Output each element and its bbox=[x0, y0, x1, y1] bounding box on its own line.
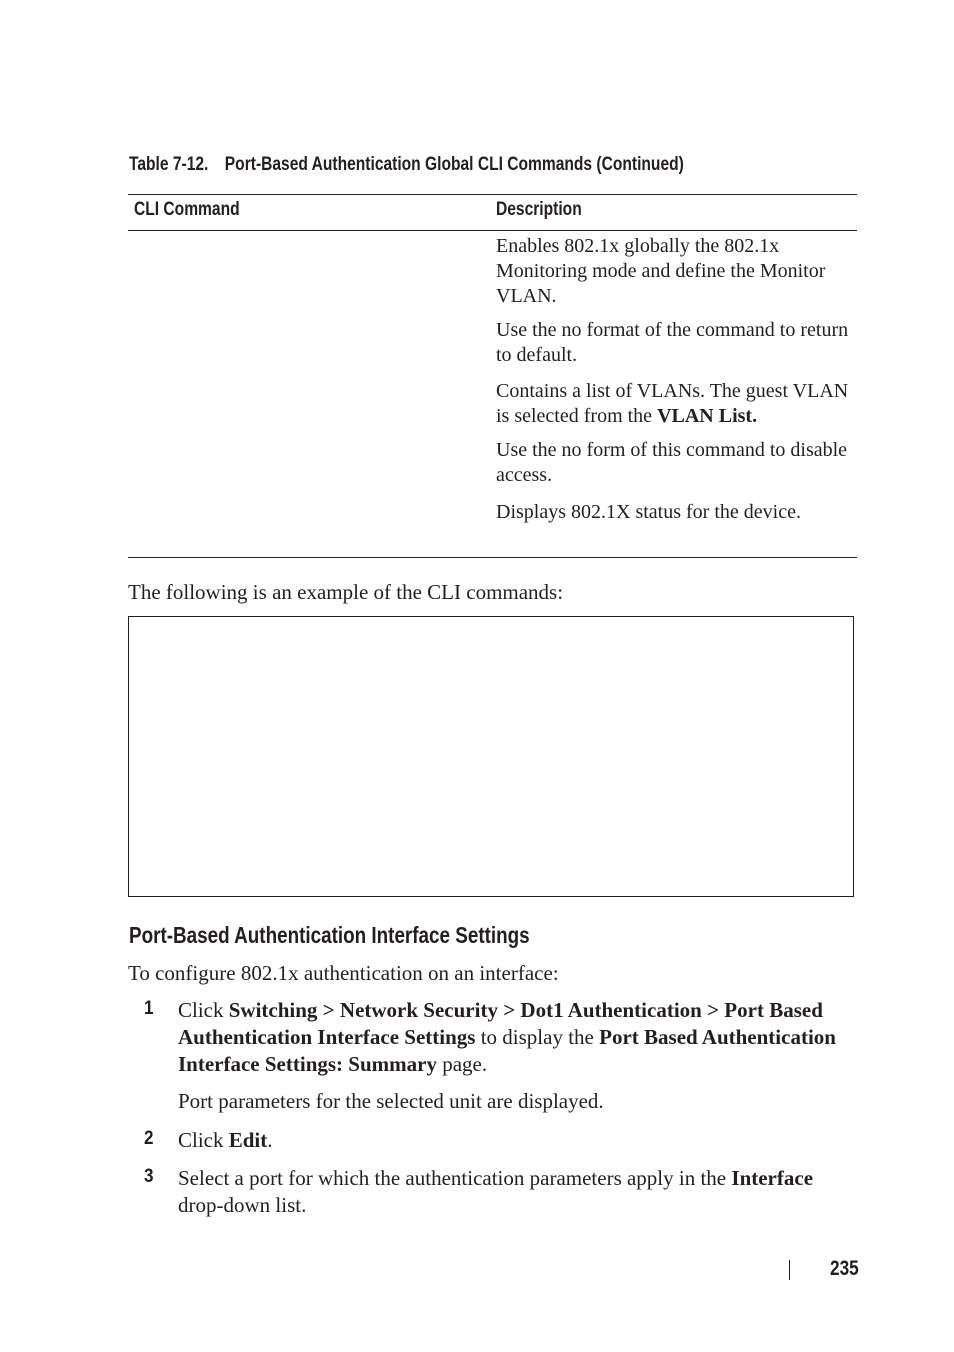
table-cell-description: Contains a list of VLANs. The guest VLAN is selected from the VLAN List. bbox=[496, 380, 849, 427]
section-heading: Port-Based Authentication Interface Settings bbox=[129, 922, 530, 948]
table-cell-description: Enables 802.1x globally the 802.1x Monitoring mode and define the Monitor VLAN. bbox=[496, 235, 826, 307]
interface-field-ref: Interface bbox=[731, 1166, 814, 1190]
step-number: 3 bbox=[144, 1166, 154, 1187]
cli-example-box bbox=[128, 616, 854, 897]
page-number: 235 bbox=[830, 1257, 859, 1280]
table-caption bbox=[129, 154, 806, 176]
table-top-rule bbox=[128, 194, 857, 195]
table-bottom-rule bbox=[128, 557, 857, 558]
step-number: 1 bbox=[144, 998, 154, 1019]
step-text: Click Switching > Network Security > Dot1 Authentication > Port Based Authentication Interface Settings to display the Port Based Authentication Interface Settings: Summary page. bbox=[178, 998, 836, 1076]
table-header-rule bbox=[128, 230, 857, 231]
page-number-divider bbox=[789, 1260, 790, 1280]
table-caption-text: Table 7-12. Port-Based Authentication Global CLI Commands (Continued) bbox=[129, 154, 684, 175]
table-cell-description: Displays 802.1X status for the device. bbox=[496, 501, 801, 523]
vlan-list-ref: VLAN List. bbox=[657, 405, 758, 427]
table-cell-description: Use the no form of this command to disable access. bbox=[496, 439, 848, 486]
table-cell-description: Use the no format of the command to return to default. bbox=[496, 319, 849, 366]
step-text: Select a port for which the authentication parameters apply in the Interface drop-down list. bbox=[178, 1166, 814, 1217]
section-intro: To configure 802.1x authentication on an interface: bbox=[128, 961, 559, 985]
example-intro: The following is an example of the CLI commands: bbox=[128, 580, 564, 604]
step-note: Port parameters for the selected unit are displayed. bbox=[178, 1089, 604, 1113]
step-text: Click Edit. bbox=[178, 1128, 273, 1152]
column-header-description: Description bbox=[496, 199, 582, 220]
menu-path: Switching > Network Security > Dot1 Authentication > Port Based Authentication Interface Settings bbox=[178, 998, 823, 1049]
step-number: 2 bbox=[144, 1128, 154, 1149]
column-header-cli-command: CLI Command bbox=[134, 199, 240, 220]
page-name: Port Based Authentication Interface Settings: Summary bbox=[178, 1025, 836, 1076]
edit-button-ref: Edit bbox=[228, 1128, 268, 1152]
